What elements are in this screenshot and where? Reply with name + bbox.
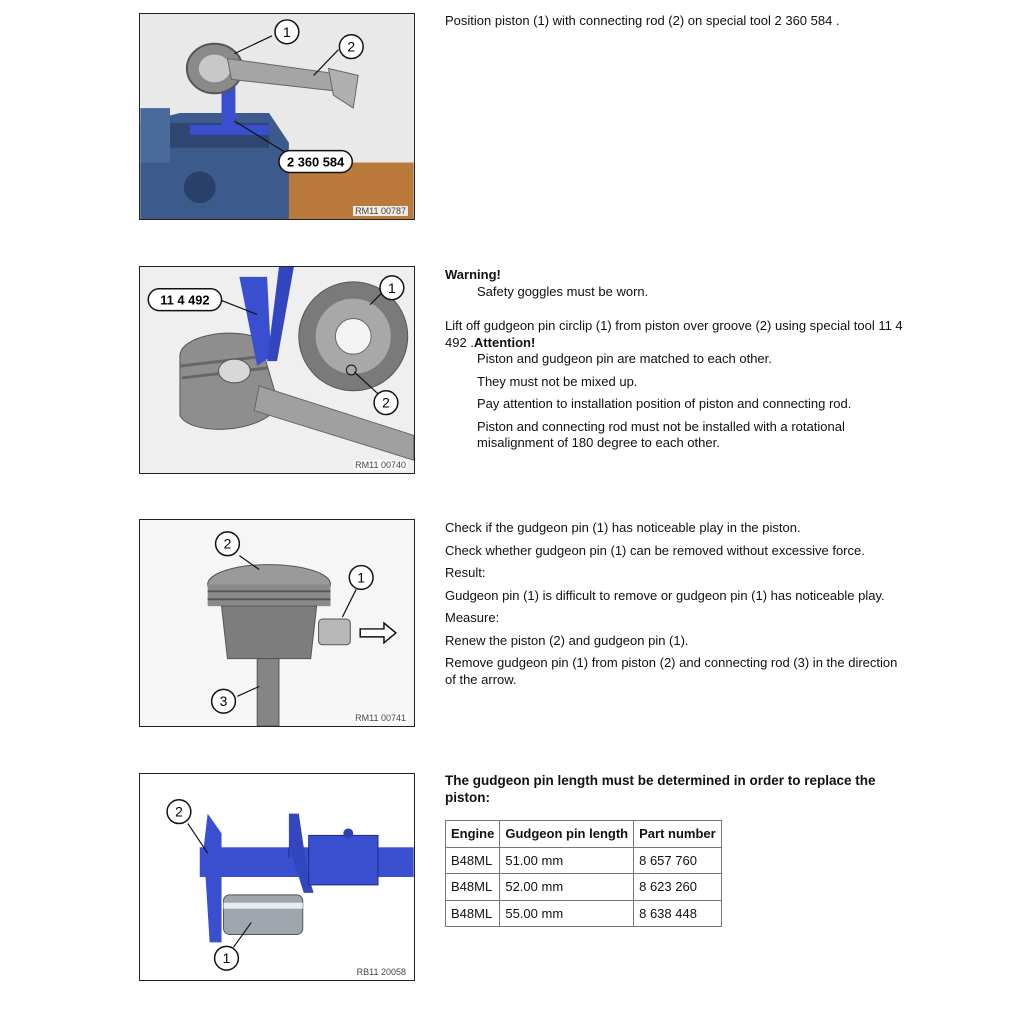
figure-1-callout-1 [275, 20, 299, 44]
cell-part-number: 8 623 260 [634, 874, 722, 901]
measure-renew: Renew the piston (2) and gudgeon pin (1). [445, 632, 689, 648]
svg-text:1: 1 [388, 279, 396, 296]
svg-text:2 360 584: 2 360 584 [287, 154, 345, 170]
figure-1-piston-on-tool [139, 13, 415, 220]
svg-text:3: 3 [219, 693, 228, 710]
cell-part-number: 8 657 760 [634, 847, 722, 874]
header-part-number: Part number [634, 821, 722, 848]
check-play: Check if the gudgeon pin (1) has noticeable play in the piston. [445, 520, 801, 535]
cell-engine: B48ML [446, 900, 500, 927]
header-gudgeon-pin-length: Gudgeon pin length [500, 821, 634, 848]
section-1-instruction: Position piston (1) with connecting rod (2) on special tool 2 360 584 . [445, 13, 840, 28]
figure-2-callout-tool [148, 289, 221, 311]
svg-text:1: 1 [357, 569, 366, 586]
section-3-text [445, 520, 905, 694]
figure-2-circlip-removal [139, 266, 415, 474]
attention-note-3: Pay attention to installation position of piston and connecting rod. [477, 396, 852, 411]
section-4-text [445, 773, 905, 927]
figure-4-reference: RB11 20058 [356, 967, 406, 977]
measure-remove: Remove gudgeon pin (1) from piston (2) and connecting rod (3) in the direction of the arrow. [445, 655, 898, 687]
cell-engine: B48ML [446, 874, 500, 901]
cell-length: 52.00 mm [500, 874, 634, 901]
figure-1-callout-2 [339, 35, 363, 59]
figure-4-caliper-measure [139, 773, 415, 981]
attention-label: Attention! [473, 334, 536, 350]
gudgeon-pin-table [445, 820, 722, 927]
lift-off-text: Lift off gudgeon pin circlip (1) from piston over groove (2) using special tool 11 4 492 . [445, 318, 903, 350]
svg-text:2: 2 [347, 38, 356, 55]
result-label: Result: [445, 565, 486, 580]
svg-text:1: 1 [283, 23, 291, 40]
table-row [446, 847, 722, 874]
table-row [446, 874, 722, 901]
cell-engine: B48ML [446, 847, 500, 874]
figure-3-callout-1 [349, 566, 373, 590]
lift-off-instruction [445, 318, 905, 351]
measure-label: Measure: [445, 610, 500, 625]
svg-text:2: 2 [223, 535, 232, 552]
table-header-row [446, 821, 722, 848]
figure-2-callout-2 [374, 391, 398, 415]
check-removal: Check whether gudgeon pin (1) can be removed without excessive force. [445, 542, 865, 558]
figure-3-reference: RM11 00741 [355, 713, 406, 723]
svg-text:11 4 492: 11 4 492 [160, 292, 210, 308]
svg-text:2: 2 [175, 803, 183, 820]
result-text: Gudgeon pin (1) is difficult to remove or gudgeon pin (1) has noticeable play. [445, 587, 885, 603]
figure-1-illustration [140, 14, 414, 219]
figure-3-callout-2 [216, 532, 240, 556]
cell-part-number: 8 638 448 [634, 900, 722, 927]
cell-length: 55.00 mm [500, 900, 634, 927]
figure-3-gudgeon-pin-check [139, 519, 415, 727]
figure-2-reference: RM11 00740 [355, 460, 406, 470]
figure-1-callout-tool [279, 151, 352, 173]
figure-3-callout-3 [212, 689, 236, 713]
warning-body: Safety goggles must be worn. [477, 283, 649, 299]
figure-2-callout-1 [380, 276, 404, 300]
figure-3-illustration [140, 520, 414, 726]
figure-4-illustration [140, 774, 414, 980]
attention-note-4: Piston and connecting rod must not be installed with a rotational misalignment of 180 degree to each other. [477, 418, 845, 450]
figure-2-illustration [140, 267, 414, 473]
attention-note-2: They must not be mixed up. [477, 373, 638, 389]
section-2-text [445, 267, 905, 458]
warning-title: Warning! [445, 267, 501, 282]
cell-length: 51.00 mm [500, 847, 634, 874]
figure-4-callout-2 [167, 800, 191, 824]
figure-4-callout-1 [215, 946, 239, 970]
figure-1-reference: RM11 00787 [355, 206, 406, 216]
table-row [446, 900, 722, 927]
header-engine: Engine [446, 821, 500, 848]
svg-text:2: 2 [382, 394, 390, 411]
svg-text:1: 1 [222, 950, 231, 967]
attention-note-1: Piston and gudgeon pin are matched to each other. [477, 351, 772, 366]
section-1-text [445, 13, 905, 36]
table-heading: The gudgeon pin length must be determined in order to replace the piston: [445, 773, 876, 805]
